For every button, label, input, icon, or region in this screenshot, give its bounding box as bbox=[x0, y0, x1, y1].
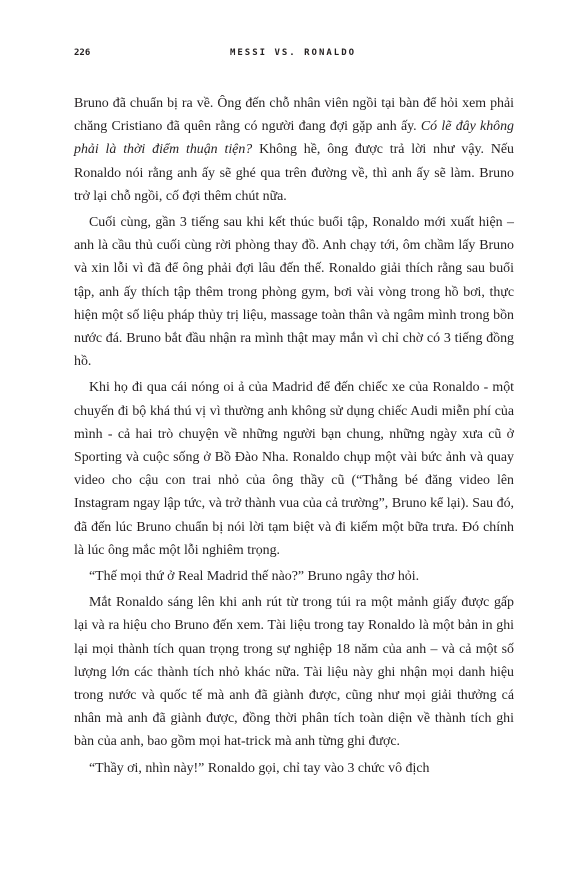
page-number: 226 bbox=[74, 48, 91, 58]
paragraph-3: Khi họ đi qua cái nóng oi ả của Madrid để đến chiếc xe của Ronaldo - một chuyến đi bộ khá thú vị vì thường anh không sử dụng chiếc Audi miễn phí của mình - cả hai trò chuyện về những người bạn chung, những ngày xưa cũ ở Sporting và cuộc sống ở Bồ Đào Nha. Ronaldo chụp một vài bức ảnh và quay video cho cậu con trai nhỏ của ông thầy cũ (“Thằng bé đăng video lên Instagram ngay lập tức, và trở thành vua của cả trường”, Bruno kể lại). Sau đó, đã đến lúc Bruno chuẩn bị nói lời tạm biệt và đi kiếm một bữa trưa. Đó chính là lúc ông mắc một lỗi nghiêm trọng. bbox=[74, 380, 514, 558]
paragraph-2: Cuối cùng, gần 3 tiếng sau khi kết thúc buổi tập, Ronaldo mới xuất hiện – anh là cầu thủ cuối cùng rời phòng thay đồ. Anh chạy tới, ôm chầm lấy Bruno và xin lỗi vì đã để ông phải đợi lâu đến thế. Ronaldo giải thích rằng sau buổi tập, anh ấy thích tập thêm trong phòng gym, bơi vài vòng trong hồ bơi, thực hiện một số liệu pháp thủy trị liệu, massage toàn thân và ngâm mình trong bồn nước đá. Bruno bắt đầu nhận ra mình thật may mắn vì chỉ chờ có 3 tiếng đồng hồ. bbox=[74, 215, 514, 370]
running-title: MESSI VS. RONALDO bbox=[229, 48, 357, 58]
paragraph-5: Mắt Ronaldo sáng lên khi anh rút từ trong túi ra một mảnh giấy được gấp lại và ra hiệu cho Bruno đến xem. Tài liệu trong tay Ronaldo là một bản in ghi lại mọi thành tích quan trọng trong sự nghiệp 18 năm của anh – và cả một số lượng lớn các thành tích nhỏ khác nữa. Tài liệu này ghi nhận mọi danh hiệu trong nước và quốc tế mà anh đã giành được, cũng như mọi giải thưởng cá nhân mà anh đã giành được, đồng thời phân tích toàn diện về thành tích ghi bàn của anh, bao gồm mọi hat-trick mà anh từng ghi được. bbox=[74, 595, 514, 750]
paragraph-1-text-before: Bruno đã chuẩn bị ra về. Ông đến chỗ nhân viên ngồi tại bàn để hỏi xem phải chăng Cristiano đã quên rằng có người đang đợi gặp anh ấy. bbox=[74, 96, 514, 135]
paragraph-4: “Thế mọi thứ ở Real Madrid thế nào?” Bruno ngây thơ hỏi. bbox=[89, 569, 420, 585]
paragraph-1 bbox=[74, 92, 514, 208]
paragraph-1-italic-text: Có lẽ đây không phải là thời điểm thuận tiện? bbox=[74, 119, 514, 158]
page-header bbox=[74, 48, 512, 62]
paragraph-1-text-after: Không hề, ông được trả lời như vậy. Nếu Ronaldo nói rằng anh ấy sẽ ghé qua trên đường về, thì anh ấy sẽ làm. Bruno trở lại chỗ ngồi, cố đợi thêm chút nữa. bbox=[74, 142, 515, 204]
body-text bbox=[74, 92, 514, 780]
paragraph-6: “Thầy ơi, nhìn này!” Ronaldo gọi, chỉ tay vào 3 chức vô địch bbox=[89, 760, 430, 776]
